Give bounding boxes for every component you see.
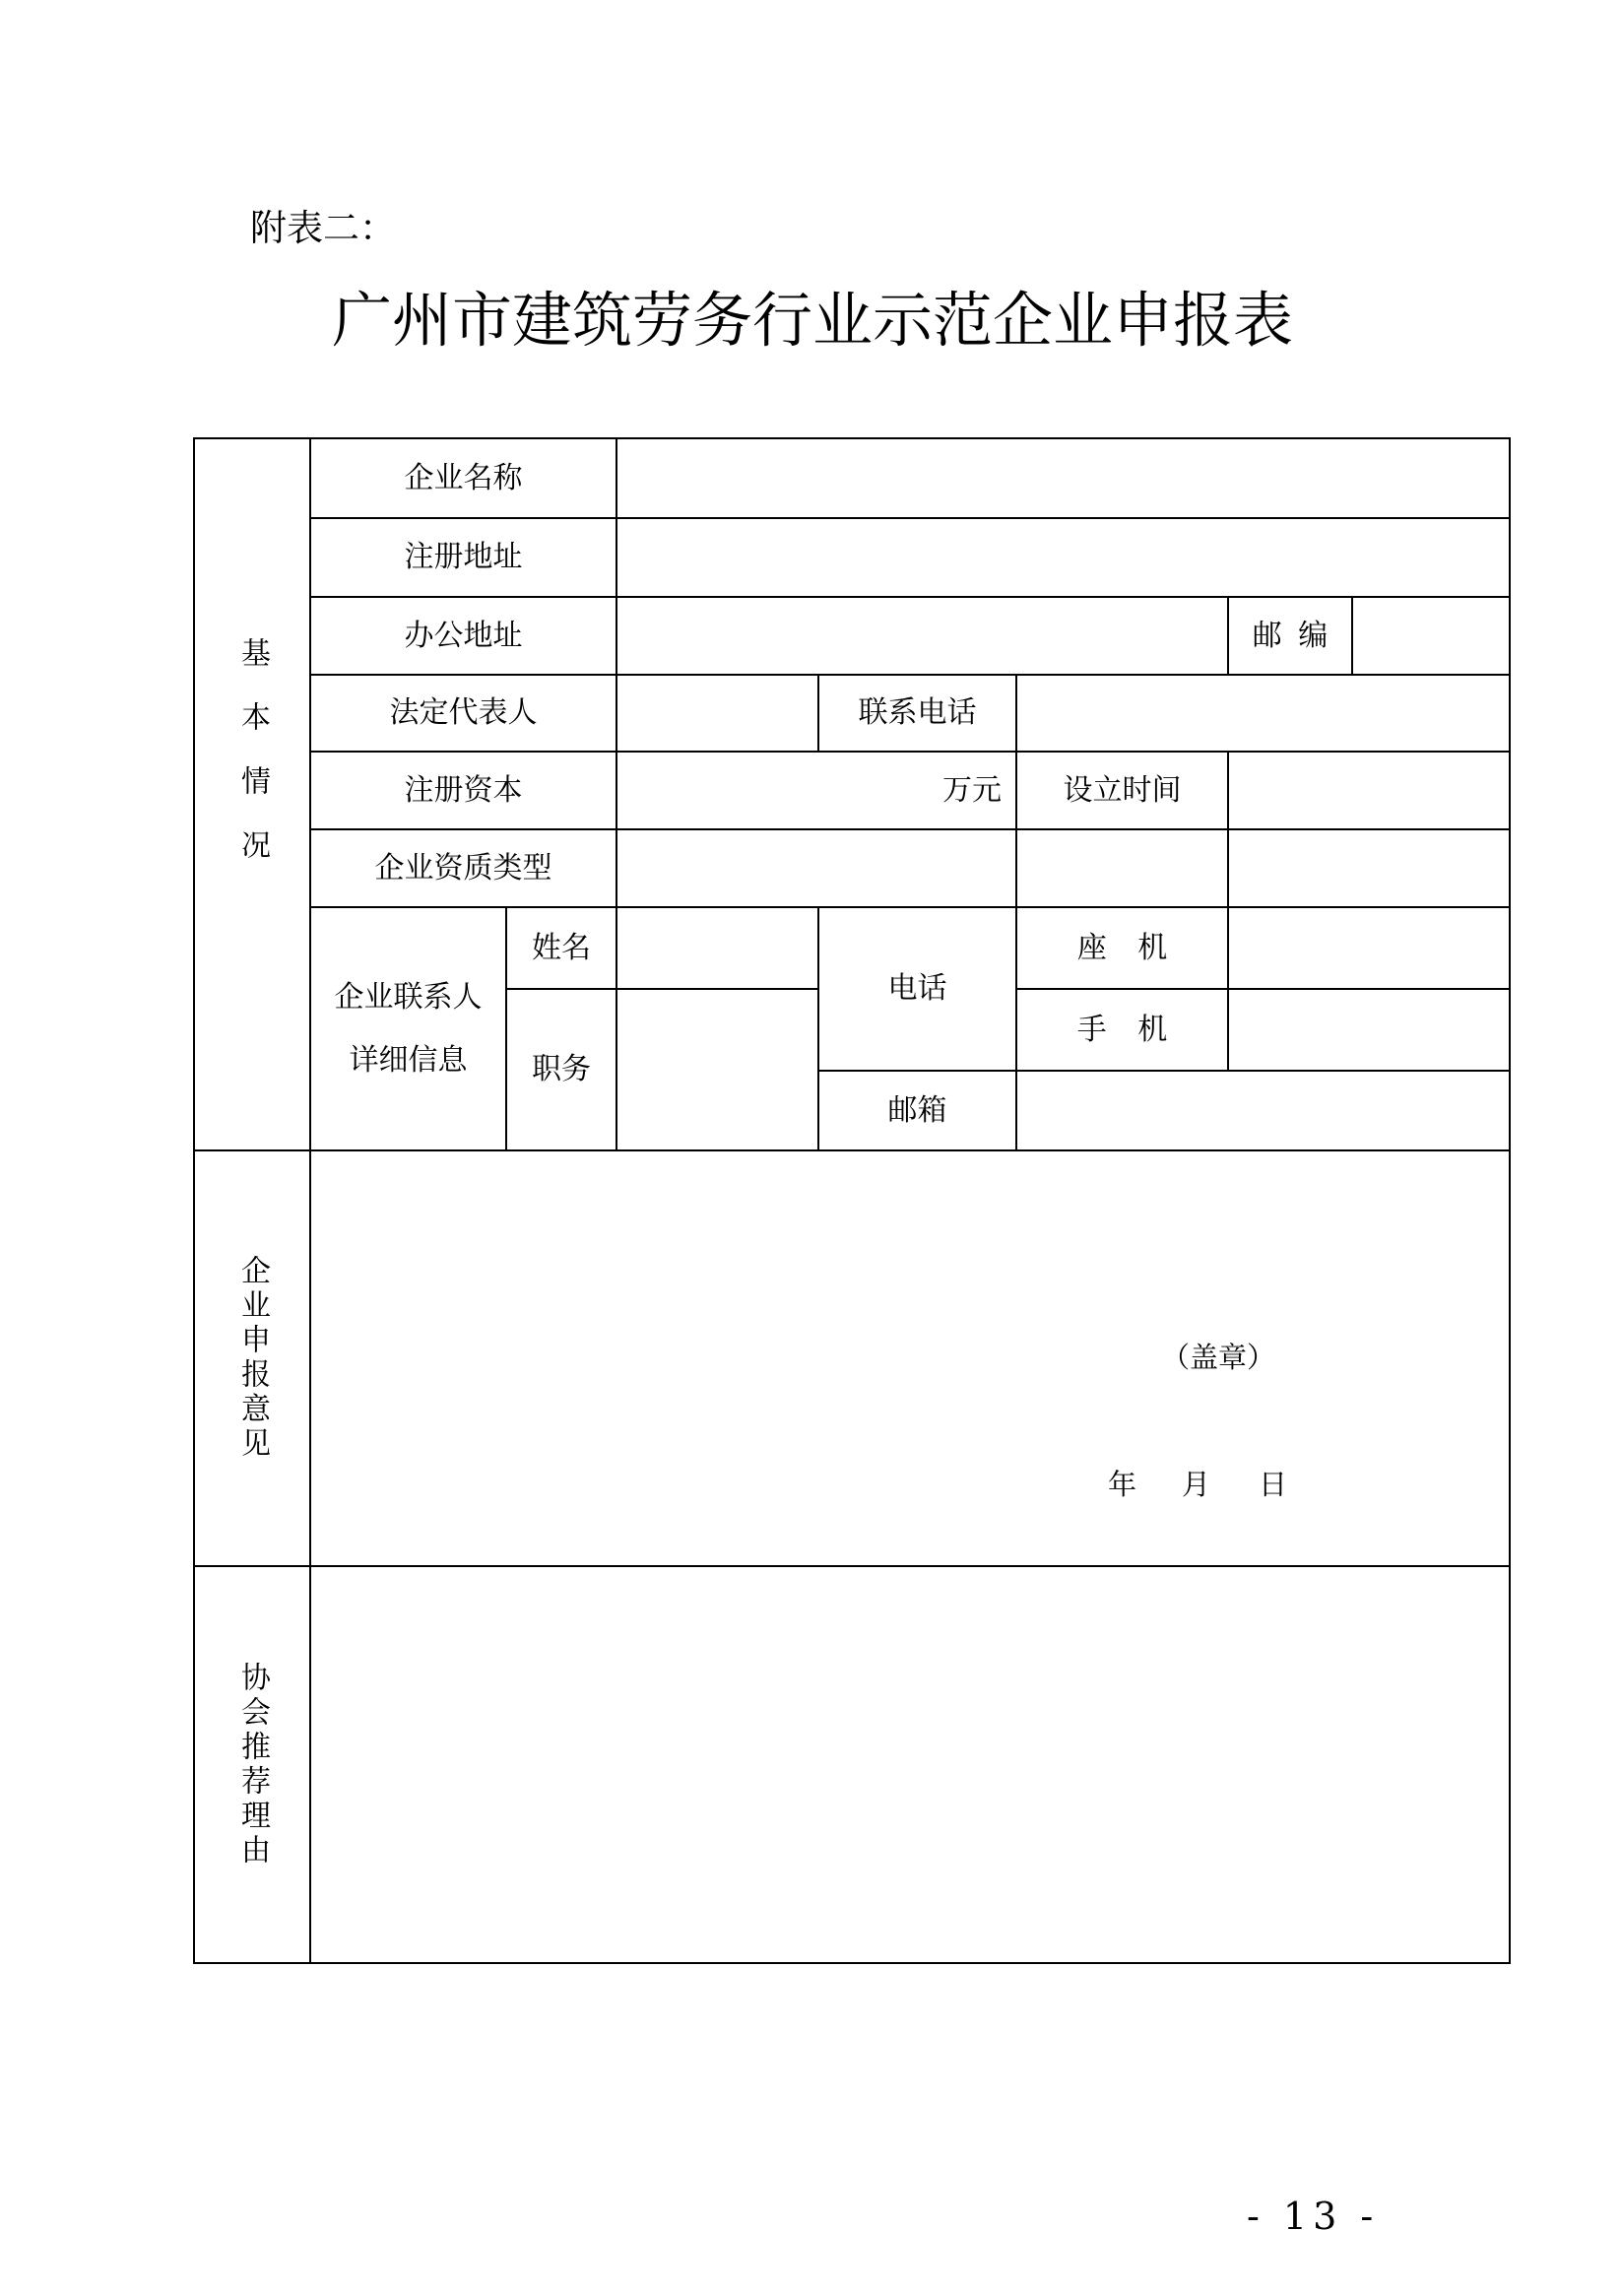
email-value <box>1015 1070 1511 1151</box>
form-title: 广州市建筑劳务行业示范企业申报表 <box>332 286 1294 356</box>
contact-phone-group-label: 电话 <box>817 906 1017 1072</box>
legal-representative-value <box>616 674 819 753</box>
postcode-value <box>1351 596 1511 676</box>
application-opinion-section-label: 企业申报意见 <box>235 1255 270 1462</box>
mobile-value <box>1227 988 1511 1072</box>
registered-address-label: 注册地址 <box>309 517 617 598</box>
contact-person-label-line-2: 详细信息 <box>349 1042 468 1078</box>
association-recommendation-content <box>309 1565 1511 1964</box>
seal-note: （盖章） <box>1161 1341 1276 1374</box>
mobile-label: 手 机 <box>1015 988 1229 1072</box>
qualification-extra-cell-1 <box>1015 828 1229 908</box>
landline-label: 座 机 <box>1015 906 1229 990</box>
date-year-label: 年 <box>1108 1468 1137 1501</box>
contact-position-value <box>616 988 819 1151</box>
postcode-label: 邮 编 <box>1227 596 1353 676</box>
basic-info-section-label: 基本情况 <box>235 636 270 893</box>
company-name-label: 企业名称 <box>309 437 617 519</box>
contact-position-label: 职务 <box>505 988 617 1151</box>
qualification-type-value <box>616 828 1017 908</box>
contact-phone-label: 联系电话 <box>817 674 1017 753</box>
page-number: - 13 - <box>1247 2195 1380 2238</box>
qualification-type-label: 企业资质类型 <box>309 828 617 908</box>
establishment-date-value <box>1227 751 1511 830</box>
legal-representative-label: 法定代表人 <box>309 674 617 753</box>
establishment-date-label: 设立时间 <box>1015 751 1229 830</box>
registered-capital-unit: 万元 <box>942 772 1002 808</box>
application-opinion-section-cell <box>193 1149 311 1567</box>
landline-value <box>1227 906 1511 990</box>
contact-name-value <box>616 906 819 990</box>
contact-name-label: 姓名 <box>505 906 617 990</box>
office-address-label: 办公地址 <box>309 596 617 676</box>
application-opinion-content <box>309 1149 1511 1567</box>
email-label: 邮箱 <box>817 1070 1017 1151</box>
contact-person-label-line-1: 企业联系人 <box>334 979 483 1015</box>
company-name-value <box>616 437 1511 519</box>
association-recommendation-section-label: 协会推荐理由 <box>235 1661 270 1869</box>
contact-person-label-cell <box>309 906 507 1151</box>
office-address-value <box>616 596 1229 676</box>
basic-info-section-cell <box>193 437 311 1151</box>
date-month-label: 月 <box>1182 1468 1211 1501</box>
registered-capital-value <box>616 751 1017 830</box>
registered-capital-label: 注册资本 <box>309 751 617 830</box>
date-day-label: 日 <box>1259 1468 1288 1501</box>
qualification-extra-cell-2 <box>1227 828 1511 908</box>
registered-address-value <box>616 517 1511 598</box>
attachment-label: 附表二： <box>250 207 396 249</box>
association-recommendation-section-cell <box>193 1565 311 1964</box>
contact-phone-value <box>1015 674 1511 753</box>
